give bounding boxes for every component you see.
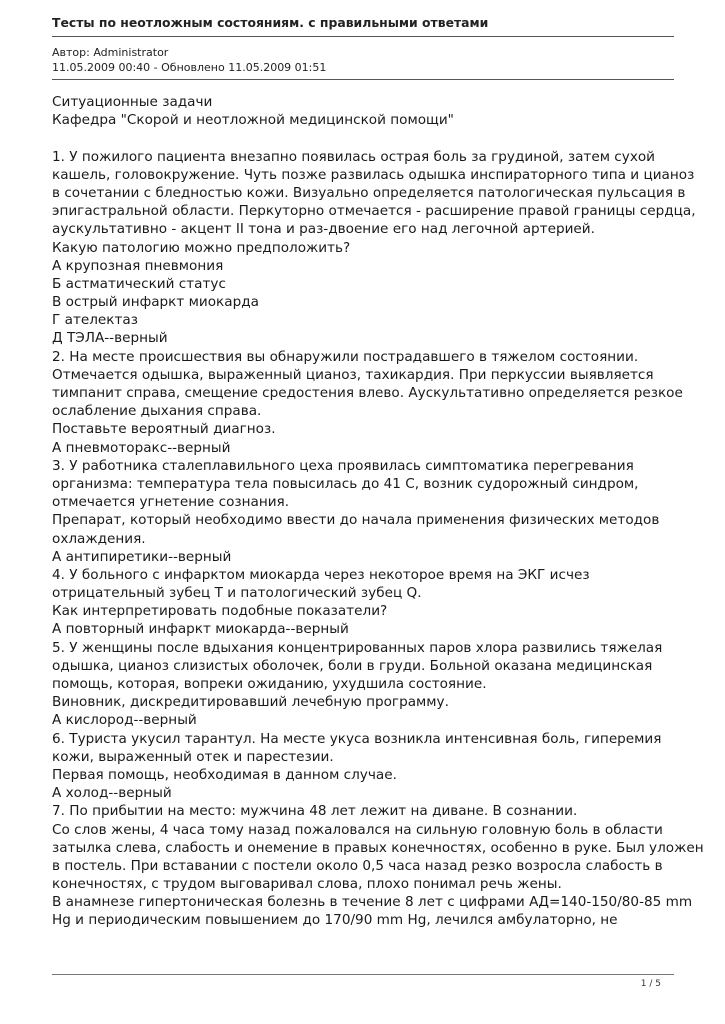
text-line: А пневмоторакс--верный	[52, 439, 231, 456]
text-line: ослабление дыхания справа.	[52, 403, 262, 420]
text-line: Препарат, который необходимо ввести до начала применения физических методов	[52, 512, 660, 529]
text-line: помощь, которая, вопреки ожиданию, ухудшила состояние.	[52, 676, 487, 692]
text-line: затылка слева, слабость и онемение в правых конечностях, особенно в руке. Был уложен	[52, 839, 704, 856]
text-line: 7. По прибытии на место: мужчина 48 лет лежит на диване. В сознании.	[52, 803, 578, 820]
text-line: кашель, головокружение. Чуть позже развилась одышка инспираторного типа и цианоз	[52, 166, 695, 183]
text-line: в сочетании с бледностью кожи. Визуально определяется патологическая пульсация в	[52, 184, 686, 201]
text-line: Со слов жены, 4 часа тому назад пожаловался на сильную головную боль в области	[52, 821, 663, 838]
text-line: Б астматический статус	[52, 275, 226, 292]
text-line: 6. Туриста укусил тарантул. На месте укуса возникла интенсивная боль, гиперемия	[52, 730, 662, 747]
dates-line: 11.05.2009 00:40 - Обновлено 11.05.2009 01:51	[52, 61, 327, 74]
author-line: Автор: Administrator	[52, 46, 169, 59]
text-line: А крупозная пневмония	[52, 257, 224, 274]
document-body	[52, 93, 704, 930]
text-line: отрицательный зубец T и патологический зубец Q.	[52, 585, 422, 602]
text-line: одышка, цианоз слизистых оболочек, боли в груди. Больной оказана медицинская	[52, 657, 653, 674]
intro-line: Кафедра "Скорой и неотложной медицинской помощи"	[52, 112, 454, 129]
text-line: Как интерпретировать подобные показатели?	[52, 603, 388, 620]
text-line: А кислород--верный	[52, 712, 197, 729]
text-line: организма: температура тела повысилась до 41 С, возник судорожный синдром,	[52, 475, 639, 492]
text-line: Виновник, дискредитировавший лечебную программу.	[52, 694, 449, 711]
title-divider	[52, 36, 674, 37]
text-line: 4. У больного с инфарктом миокарда через некоторое время на ЭКГ исчез	[52, 566, 590, 583]
text-line: 2. На месте происшествия вы обнаружили пострадавшего в тяжелом состоянии.	[52, 348, 639, 365]
text-line: конечностях, с трудом выговаривал слова, плохо понимал речь жены.	[52, 876, 562, 893]
text-line: эпигастральной области. Перкуторно отмечается - расширение правой границы сердца,	[52, 203, 696, 220]
text-line: В анамнезе гипертоническая болезнь в течение 8 лет с цифрами АД=140-150/80-85 mm	[52, 894, 693, 911]
page-number: 1 / 5	[640, 979, 661, 989]
text-line: А антипиретики--верный	[52, 548, 232, 565]
text-line: Hg и периодическим повышением до 170/90 mm Hg, лечился амбулаторно, не	[52, 912, 618, 929]
meta-divider	[52, 79, 674, 80]
text-line: 1. У пожилого пациента внезапно появилась острая боль за грудиной, затем сухой	[52, 148, 656, 165]
text-line: Первая помощь, необходимая в данном случае.	[52, 766, 397, 783]
text-lines	[52, 148, 704, 930]
text-line: Г ателектаз	[52, 312, 138, 329]
text-line: охлаждения.	[52, 530, 146, 547]
text-line: Отмечается одышка, выраженный цианоз, тахикардия. При перкуссии выявляется	[52, 366, 654, 383]
paragraph-gap	[52, 129, 682, 147]
intro-line: Ситуационные задачи	[52, 94, 213, 110]
document-title: Тесты по неотложным состояниям. с правильными ответами	[52, 15, 489, 30]
text-line: 3. У работника сталеплавильного цеха проявилась симптоматика перегревания	[52, 457, 634, 474]
text-line: кожи, выраженный отек и парестезии.	[52, 748, 334, 765]
text-line: Поставьте вероятный диагноз.	[52, 421, 276, 438]
footer-divider	[52, 974, 674, 975]
text-line: в постель. При вставании с постели около 0,5 часа назад резко возросла слабость в	[52, 857, 663, 874]
text-line: Д ТЭЛА--верный	[52, 330, 168, 347]
document-meta	[52, 45, 326, 75]
text-line: В острый инфаркт миокарда	[52, 294, 259, 311]
text-line: отмечается угнетение сознания.	[52, 494, 290, 511]
text-line: А холод--верный	[52, 785, 172, 802]
text-line: тимпанит справа, смещение средостения влево. Аускультативно определяется резкое	[52, 385, 683, 401]
text-line: Какую патологию можно предположить?	[52, 239, 351, 256]
text-line: 5. У женщины после вдыхания концентрированных паров хлора развились тяжелая	[52, 639, 663, 656]
text-line: аускультативно - акцент II тона и раз-двоение его над легочной артерией.	[52, 221, 595, 238]
text-line: А повторный инфаркт миокарда--верный	[52, 621, 349, 638]
